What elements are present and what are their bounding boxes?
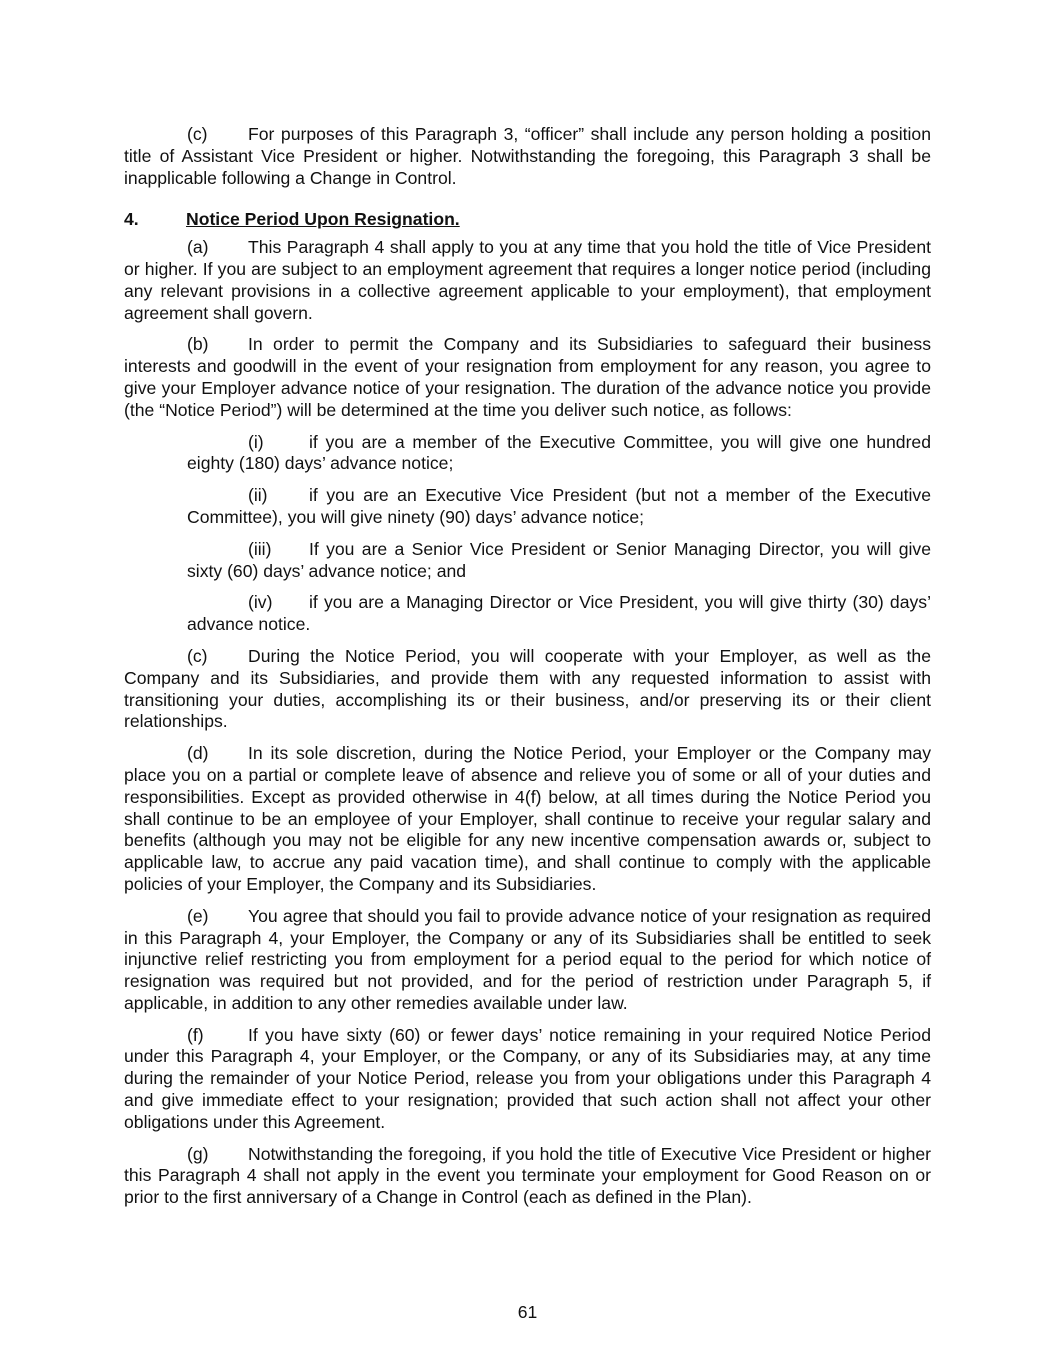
paragraph-label: (f) xyxy=(187,1024,204,1045)
subitem-label: (iv) xyxy=(248,592,273,613)
section-heading xyxy=(124,209,931,231)
paragraph-label: (g) xyxy=(187,1143,209,1164)
paragraph-4c xyxy=(124,646,931,733)
subitem-label: (i) xyxy=(248,431,264,452)
paragraph-text: During the Notice Period, you will cooperate with your Employer, as well as the Company and its Subsidiaries, and provide them with any requested information to assist with transitioning your duties, accomplishing its or their business, and/or preserving its or their client relationships. xyxy=(124,645,931,732)
paragraph-text: This Paragraph 4 shall apply to you at any time that you hold the title of Vice President or higher. If you are subject to an employment agreement that requires a longer notice period (including any relevant provisions in a collective agreement applicable to your employment), that employment agreement shall govern. xyxy=(124,237,931,323)
paragraph-text: In its sole discretion, during the Notice Period, your Employer or the Company may place you on a partial or complete leave of absence and relieve you of some or all of your duties and responsibilities. Except as provided otherwise in 4(f) below, at all times during the Notice Period you shall continue to be an employee of your Employer, shall continue to receive your regular salary and benefits (although you may not be eligible for any new incentive compensation awards or, subject to applicable law, to accrue any paid vacation time), and shall continue to comply with the applicable policies of your Employer, the Company and its Subsidiaries. xyxy=(124,743,931,894)
subitem-iv xyxy=(187,592,931,636)
section-title: Notice Period Upon Resignation. xyxy=(186,209,460,230)
paragraph-4a xyxy=(124,237,931,324)
paragraph-label: (b) xyxy=(187,334,209,355)
paragraph-label: (a) xyxy=(187,237,209,258)
subitem-iii xyxy=(187,539,931,583)
paragraph-3c xyxy=(124,124,931,189)
paragraph-4e xyxy=(124,906,931,1015)
subitem-i xyxy=(187,432,931,476)
paragraph-4d xyxy=(124,743,931,896)
paragraph-text: For purposes of this Paragraph 3, “officer” shall include any person holding a position title of Assistant Vice President or higher. Notwithstanding the foregoing, this Paragraph 3 shall be inapplicable following a Change in Control. xyxy=(124,124,931,188)
paragraph-text: If you have sixty (60) or fewer days’ notice remaining in your required Notice Period under this Paragraph 4, your Employer, or the Company, or any of its Subsidiaries may, at any time during the remainder of your Notice Period, release you from your obligations under this Paragraph 4 and give immediate effect to your resignation; provided that such action shall not affect your other obligations under this Agreement. xyxy=(124,1024,931,1132)
paragraph-label: (d) xyxy=(187,743,209,764)
paragraph-4b xyxy=(124,334,931,421)
paragraph-label: (e) xyxy=(187,905,209,926)
subitem-label: (iii) xyxy=(248,538,272,559)
paragraph-4g xyxy=(124,1144,931,1209)
page-number: 61 xyxy=(517,1302,538,1322)
paragraph-label: (c) xyxy=(187,124,208,144)
subitem-text: If you are a Senior Vice President or Senior Managing Director, you will give sixty (60) days’ advance notice; and xyxy=(187,538,931,581)
paragraph-text: In order to permit the Company and its Subsidiaries to safeguard their business interests and goodwill in the event of your resignation from employment for any reason, you agree to give your Employer advance notice of your resignation. The duration of the advance notice you provide (the “Notice Period”) will be determined at the time you deliver such notice, as follows: xyxy=(124,334,931,420)
subitem-text: if you are a member of the Executive Committee, you will give one hundred eighty (180) days’ advance notice; xyxy=(187,431,931,474)
document-page xyxy=(124,124,931,1219)
paragraph-label: (c) xyxy=(187,645,208,666)
paragraph-4f xyxy=(124,1025,931,1134)
paragraph-text: You agree that should you fail to provide advance notice of your resignation as required in this Paragraph 4, your Employer, the Company or any of its Subsidiaries shall be entitled to seek injunctive relief restricting you from employment for a period equal to the period for which notice of resignation was required but not provided, and for the period of restriction under Paragraph 5, if applicable, in addition to any other remedies available under law. xyxy=(124,905,931,1013)
subitem-ii xyxy=(187,485,931,529)
section-number: 4. xyxy=(124,209,139,230)
paragraph-text: Notwithstanding the foregoing, if you hold the title of Executive Vice President or higher this Paragraph 4 shall not apply in the event you terminate your employment for Good Reason on or prior to the first anniversary of a Change in Control (each as defined in the Plan). xyxy=(124,1143,931,1208)
subitem-text: if you are an Executive Vice President (but not a member of the Executive Committee), you will give ninety (90) days’ advance notice; xyxy=(187,485,931,527)
subitem-text: if you are a Managing Director or Vice President, you will give thirty (30) days’ advance notice. xyxy=(187,592,931,635)
subitem-label: (ii) xyxy=(248,485,268,506)
